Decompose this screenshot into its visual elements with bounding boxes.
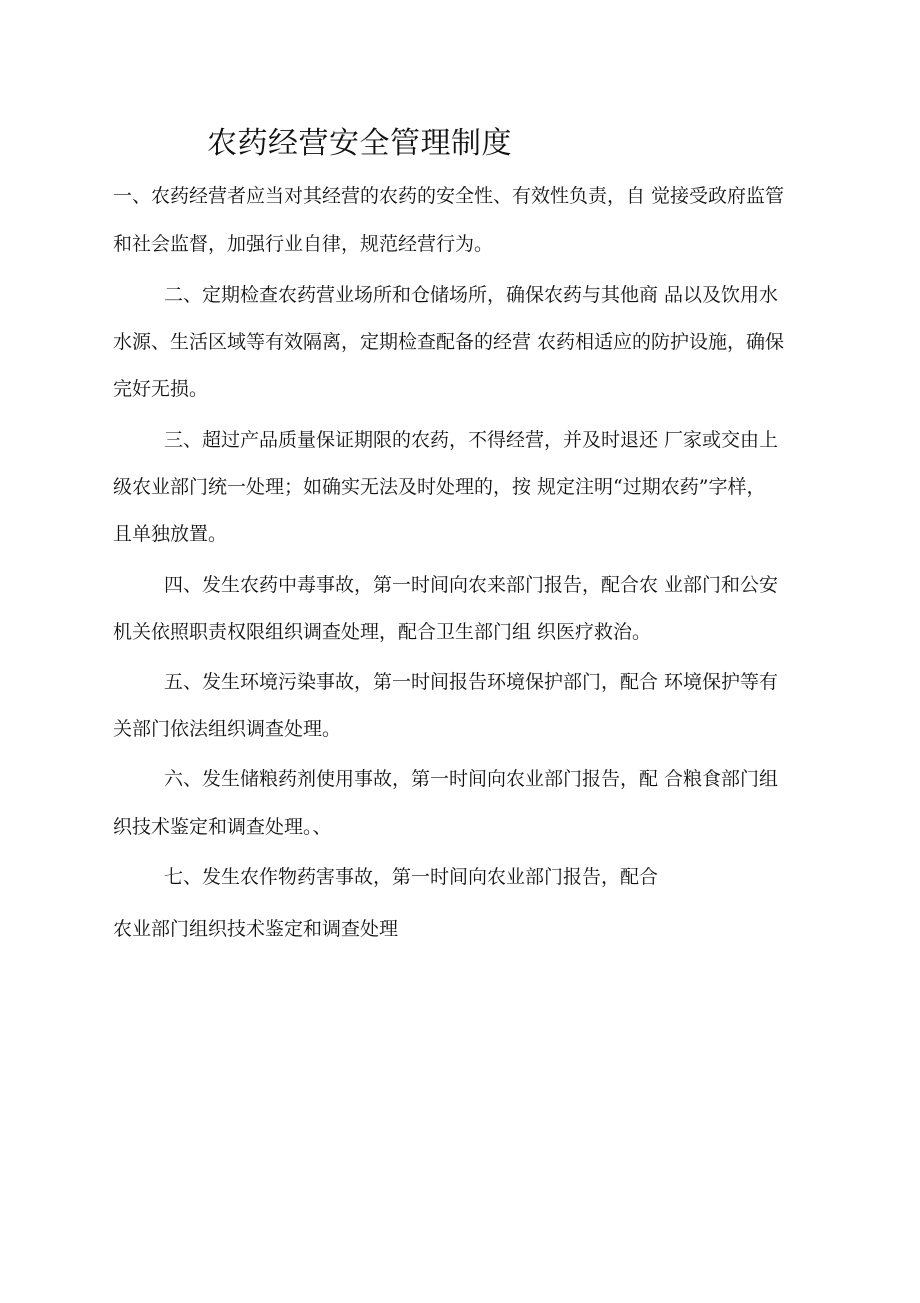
rule-1-line-1: 一、农药经营者应当对其经营的农药的安全性、有效性负责，自 觉接受政府监管 xyxy=(113,185,785,207)
rule-7-line-2: 农业部门组织技术鉴定和调查处理 xyxy=(113,918,399,940)
rule-6-line-2: 织技术鉴定和调查处理。、 xyxy=(113,816,332,838)
rule-2-line-2: 水源、生活区域等有效隔离，定期检查配备的经营 农药相适应的防护设施，确保 xyxy=(113,331,785,353)
rule-4-line-1: 四、发生农药中毒事故，第一时间向农来部门报告，配合农 业部门和公安 xyxy=(164,574,779,596)
rule-3-line-2: 级农业部门统一处理；如确实无法及时处理的，按 规定注明“过期农药”字样， xyxy=(113,476,766,498)
rule-2-line-1: 二、定期检查农药营业场所和仓储场所，确保农药与其他商 品以及饮用水 xyxy=(164,284,779,306)
rule-5-line-1: 五、发生环境污染事故，第一时间报告环境保护部门，配合 环境保护等有 xyxy=(164,671,779,693)
rule-2-line-3: 完好无损。 xyxy=(113,378,209,400)
rule-1-line-2: 和社会监督，加强行业自律，规范经营行为。 xyxy=(113,233,494,255)
rule-4-line-2: 机关依照职责权限组织调查处理，配合卫生部门组 织医疗救治。 xyxy=(113,621,652,643)
rule-3-line-3: 且单独放置。 xyxy=(113,523,228,545)
rule-5-line-2: 关部门依法组织调查处理。 xyxy=(113,718,342,740)
rule-3-line-1: 三、超过产品质量保证期限的农药，不得经营，并及时退还 厂家或交由上 xyxy=(164,429,779,451)
rule-6-line-1: 六、发生储粮药剂使用事故，第一时间向农业部门报告，配 合粮食部门组 xyxy=(164,768,779,790)
rule-7-line-1: 七、发生农作物药害事故，第一时间向农业部门报告，配合 xyxy=(164,866,659,888)
document-title: 农药经营安全管理制度 xyxy=(207,126,512,161)
